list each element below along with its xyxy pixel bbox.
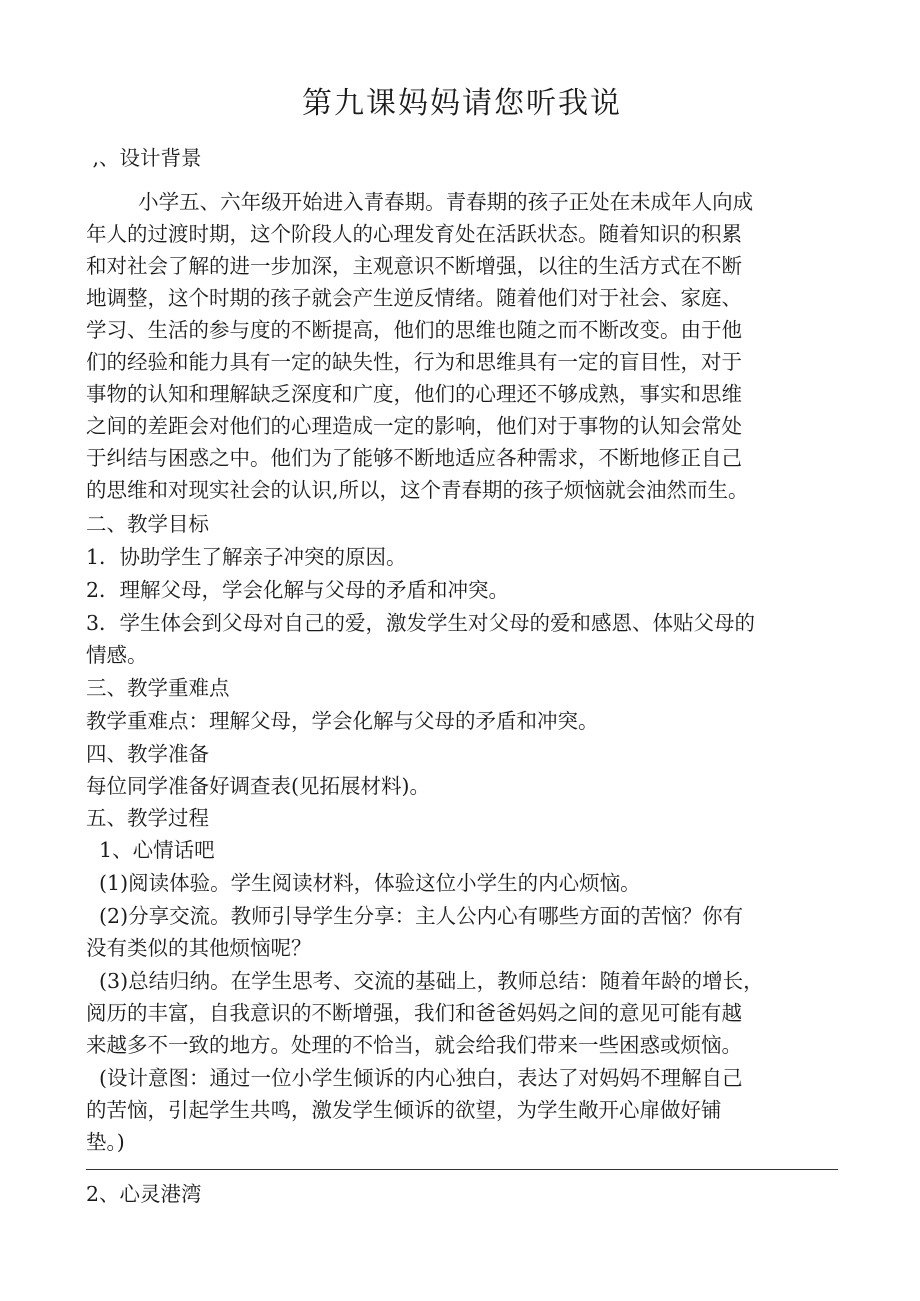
design-intent-continued: 垫。) — [86, 1130, 125, 1154]
paragraph-line: 们的经验和能力具有一定的缺失性，行为和思维具有一定的盲目性，对于 — [86, 350, 742, 374]
process-step-continued: 来越多不一致的地方。处理的不恰当，就会给我们带来一些困惑或烦恼。 — [86, 1033, 742, 1057]
design-intent: (设计意图：通过一位小学生倾诉的内心独白，表达了对妈妈不理解自己 — [86, 1066, 743, 1090]
section-heading-preparation: 四、教学准备 — [86, 742, 209, 766]
paragraph-line: 的思维和对现实社会的认识,所以，这个青春期的孩子烦恼就会油然而生。 — [86, 478, 749, 502]
process-step-continued: 阅历的丰富，自我意识的不断增强，我们和爸爸妈妈之间的意见可能有越 — [86, 1001, 742, 1025]
section-heading-background: ,、设计背景 — [86, 146, 202, 170]
process-step: (2)分享交流。教师引导学生分享：主人公内心有哪些方面的苦恼？你有 — [86, 904, 744, 928]
goal-item-continued: 情感。 — [86, 643, 148, 667]
design-intent-continued: 的苦恼，引起学生共鸣，激发学生倾诉的欲望，为学生敞开心扉做好铺 — [86, 1098, 722, 1122]
page-title: 第九课妈妈请您听我说 — [302, 86, 622, 121]
page-divider — [86, 1169, 838, 1170]
subsection-heading: 1、心情话吧 — [86, 838, 215, 862]
goal-item: 3．学生体会到父母对自己的爱，激发学生对父母的爱和感恩、体贴父母的 — [86, 611, 756, 635]
paragraph-line: 学习、生活的参与度的不断提高，他们的思维也随之而不断改变。由于他 — [86, 318, 742, 342]
paragraph-line: 年人的过渡时期，这个阶段人的心理发育处在活跃状态。随着知识的积累 — [86, 222, 742, 246]
section-heading-goals: 二、教学目标 — [86, 512, 209, 536]
paragraph-line: 和对社会了解的进一步加深，主观意识不断增强，以往的生活方式在不断 — [86, 254, 742, 278]
keypoints-text: 教学重难点：理解父母，学会化解与父母的矛盾和冲突。 — [86, 709, 599, 733]
subsection-heading: 2、心灵港湾 — [86, 1182, 202, 1206]
goal-item: 1．协助学生了解亲子冲突的原因。 — [86, 545, 407, 569]
preparation-text: 每位同学准备好调查表(见拓展材料)。 — [86, 774, 430, 798]
process-step: (1)阅读体验。学生阅读材料，体验这位小学生的内心烦恼。 — [86, 871, 641, 895]
paragraph-line: 事物的认知和理解缺乏深度和广度，他们的心理还不够成熟，事实和思维 — [86, 382, 742, 406]
process-step-continued: 没有类似的其他烦恼呢？ — [86, 936, 312, 960]
process-step: (3)总结归纳。在学生思考、交流的基础上，教师总结：随着年龄的增长， — [86, 969, 764, 993]
section-heading-keypoints: 三、教学重难点 — [86, 676, 230, 700]
goal-item: 2．理解父母，学会化解与父母的矛盾和冲突。 — [86, 578, 510, 602]
paragraph-line: 地调整，这个时期的孩子就会产生逆反情绪。随着他们对于社会、家庭、 — [86, 286, 742, 310]
paragraph-line: 小学五、六年级开始进入青春期。青春期的孩子正处在未成年人向成 — [86, 190, 754, 214]
paragraph-line: 于纠结与困惑之中。他们为了能够不断地适应各种需求，不断地修正自己 — [86, 446, 742, 470]
section-heading-process: 五、教学过程 — [86, 806, 209, 830]
paragraph-line: 之间的差距会对他们的心理造成一定的影响，他们对于事物的认知会常处 — [86, 414, 742, 438]
